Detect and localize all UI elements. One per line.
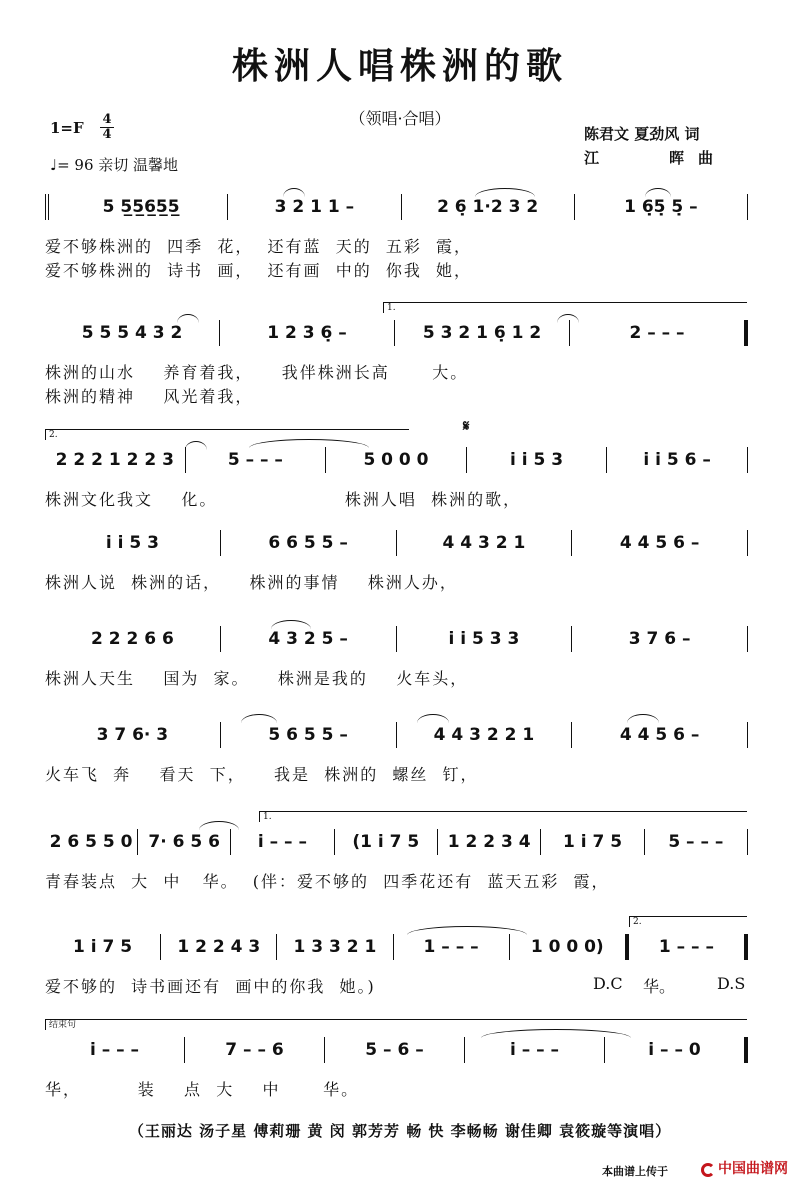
measure: 2 6̣ 1·2 3 2: [437, 197, 539, 217]
measure: i i 5 3 3: [448, 629, 520, 649]
measure: 2 6 5 5 0: [49, 832, 133, 852]
measure: 1 2 3 6̣ –: [267, 323, 347, 343]
composer-b: 晖: [669, 149, 685, 167]
music-role: 曲: [698, 149, 714, 167]
lyrics-verse-1: 爱不够的 诗书画还有 画中的你我 她。): [45, 977, 376, 996]
lyrics-verse-1: 株洲人天生 国为 家。 株洲是我的 火车头，: [45, 669, 469, 688]
measure: 5 5̲5̲6̲5̲5̲: [45, 194, 227, 220]
measure: 5 – 6 –: [365, 1040, 424, 1060]
lyrics-verse-1: 华， 装 点 大 中 华。: [45, 1080, 360, 1099]
time-signature: [100, 113, 114, 142]
measure: 1 – – –: [658, 937, 714, 957]
time-signature-bottom: 4: [102, 127, 112, 142]
measure: i i 5 3: [510, 450, 564, 470]
measure: 1 i 7 5: [73, 937, 133, 957]
measure: 4 4 3 2 1: [442, 533, 526, 553]
dc-marking: D.C: [593, 974, 623, 993]
measure: 1 2 2 3 4: [447, 832, 531, 852]
measure: 5 – – –: [227, 450, 283, 470]
song-title: 株洲人唱株洲的歌: [231, 46, 568, 87]
measure: 2 2 2 1 2 2 3: [55, 450, 174, 470]
composer-a: 江: [584, 149, 600, 167]
measure: 4 4 5 6 –: [619, 725, 700, 745]
measure: 4 4 5 6 –: [619, 533, 700, 553]
lyrics-verse-1: 火车飞 奔 看天 下， 我是 株洲的 螺丝 钉，: [45, 765, 479, 784]
measure: 3 7 6 –: [628, 629, 691, 649]
lyrics-verse-1: 株洲文化我文 化。 株洲人唱 株洲的歌，: [45, 490, 522, 509]
lyrics-verse-1: 株洲的山水 养育着我， 我伴株洲长高 大。: [45, 363, 469, 382]
measure: 6 6 5 5 –: [268, 533, 348, 553]
measure: 4 3 2 5 –: [268, 629, 348, 649]
measure: i i 5 3: [105, 533, 159, 553]
measure: 5 – – –: [668, 832, 724, 852]
measure: 1 i 7 5: [562, 832, 623, 852]
measure: 3 2 1 1 –: [274, 197, 355, 217]
measure: 5 5 5 4 3 2: [81, 323, 183, 343]
volta-1: 1.: [383, 302, 747, 313]
measure: i – – –: [89, 1040, 140, 1060]
lyric-role: 词: [684, 125, 700, 143]
measure: (1 i 7 5: [352, 832, 420, 852]
lyrics-verse-2: 爱不够株洲的 诗书 画， 还有画 中的 你我 她，: [45, 261, 473, 280]
volta-2: 2.: [629, 916, 747, 927]
measure: 1 3 3 2 1: [293, 937, 377, 957]
measure: 1 2 2 4 3: [177, 937, 261, 957]
key-signature: 1=F: [50, 119, 84, 137]
upload-note: 本曲谱上传于: [602, 1165, 668, 1178]
measure: 7· 6 5 6: [148, 832, 220, 852]
lyrics-verse-1: 青春装点 大 中 华。 (伴：爱不够的 四季花还有 蓝天五彩 霞，: [45, 872, 610, 891]
measure: i – – –: [509, 1040, 560, 1060]
lyrics-verse-1: 爱不够株洲的 四季 花， 还有蓝 天的 五彩 霞，: [45, 237, 473, 256]
measure: 3 7 6· 3: [96, 725, 169, 745]
measure: i i 5 6 –: [643, 450, 711, 470]
measure: 1 0 0 0): [530, 937, 604, 957]
lyrics-verse-1: 株洲人说 株洲的话， 株洲的事情 株洲人办，: [45, 573, 458, 592]
site-logo[interactable]: 中国曲谱网: [701, 1158, 788, 1178]
tempo-marking: ♩= 96 亲切 温馨地: [50, 156, 179, 174]
lyrics-verse-2: 株洲的精神 风光着我，: [45, 387, 254, 406]
time-signature-top: 4: [102, 112, 112, 127]
measure: 1 – – –: [423, 937, 479, 957]
song-subtitle: （领唱·合唱）: [349, 109, 451, 128]
volta-2: 2.: [45, 429, 409, 440]
ds-marking: D.S: [717, 974, 746, 993]
credits: [584, 122, 713, 170]
measure: 4 4 3 2 2 1: [433, 725, 535, 745]
measure: 7 – – 6: [225, 1040, 284, 1060]
measure: 1 6̣5̣ 5̣ –: [624, 197, 698, 217]
measure: 2 2 2 6 6: [90, 629, 174, 649]
measure: 2 – – –: [629, 323, 685, 343]
volta-1: 1.: [259, 811, 747, 822]
performers-credit: （王丽达 汤子星 傅莉珊 黄 闵 郭芳芳 畅 快 李畅畅 谢佳卿 袁筱璇等演唱）: [128, 1122, 672, 1140]
coda-bracket: 结束句: [45, 1019, 747, 1030]
measure: i – – 0: [648, 1040, 701, 1060]
measure: 5 3 2 1 6̣ 1 2: [422, 323, 542, 343]
dc-lyric: 华。: [643, 977, 676, 996]
logo-icon: [701, 1163, 715, 1177]
segno-sign: 𝄋: [463, 417, 470, 435]
measure: i – – –: [257, 832, 307, 852]
lyricists: 陈君文 夏劲风: [584, 125, 680, 143]
measure: 5 6 5 5 –: [268, 725, 348, 745]
measure: 5 0 0 0: [363, 450, 429, 470]
